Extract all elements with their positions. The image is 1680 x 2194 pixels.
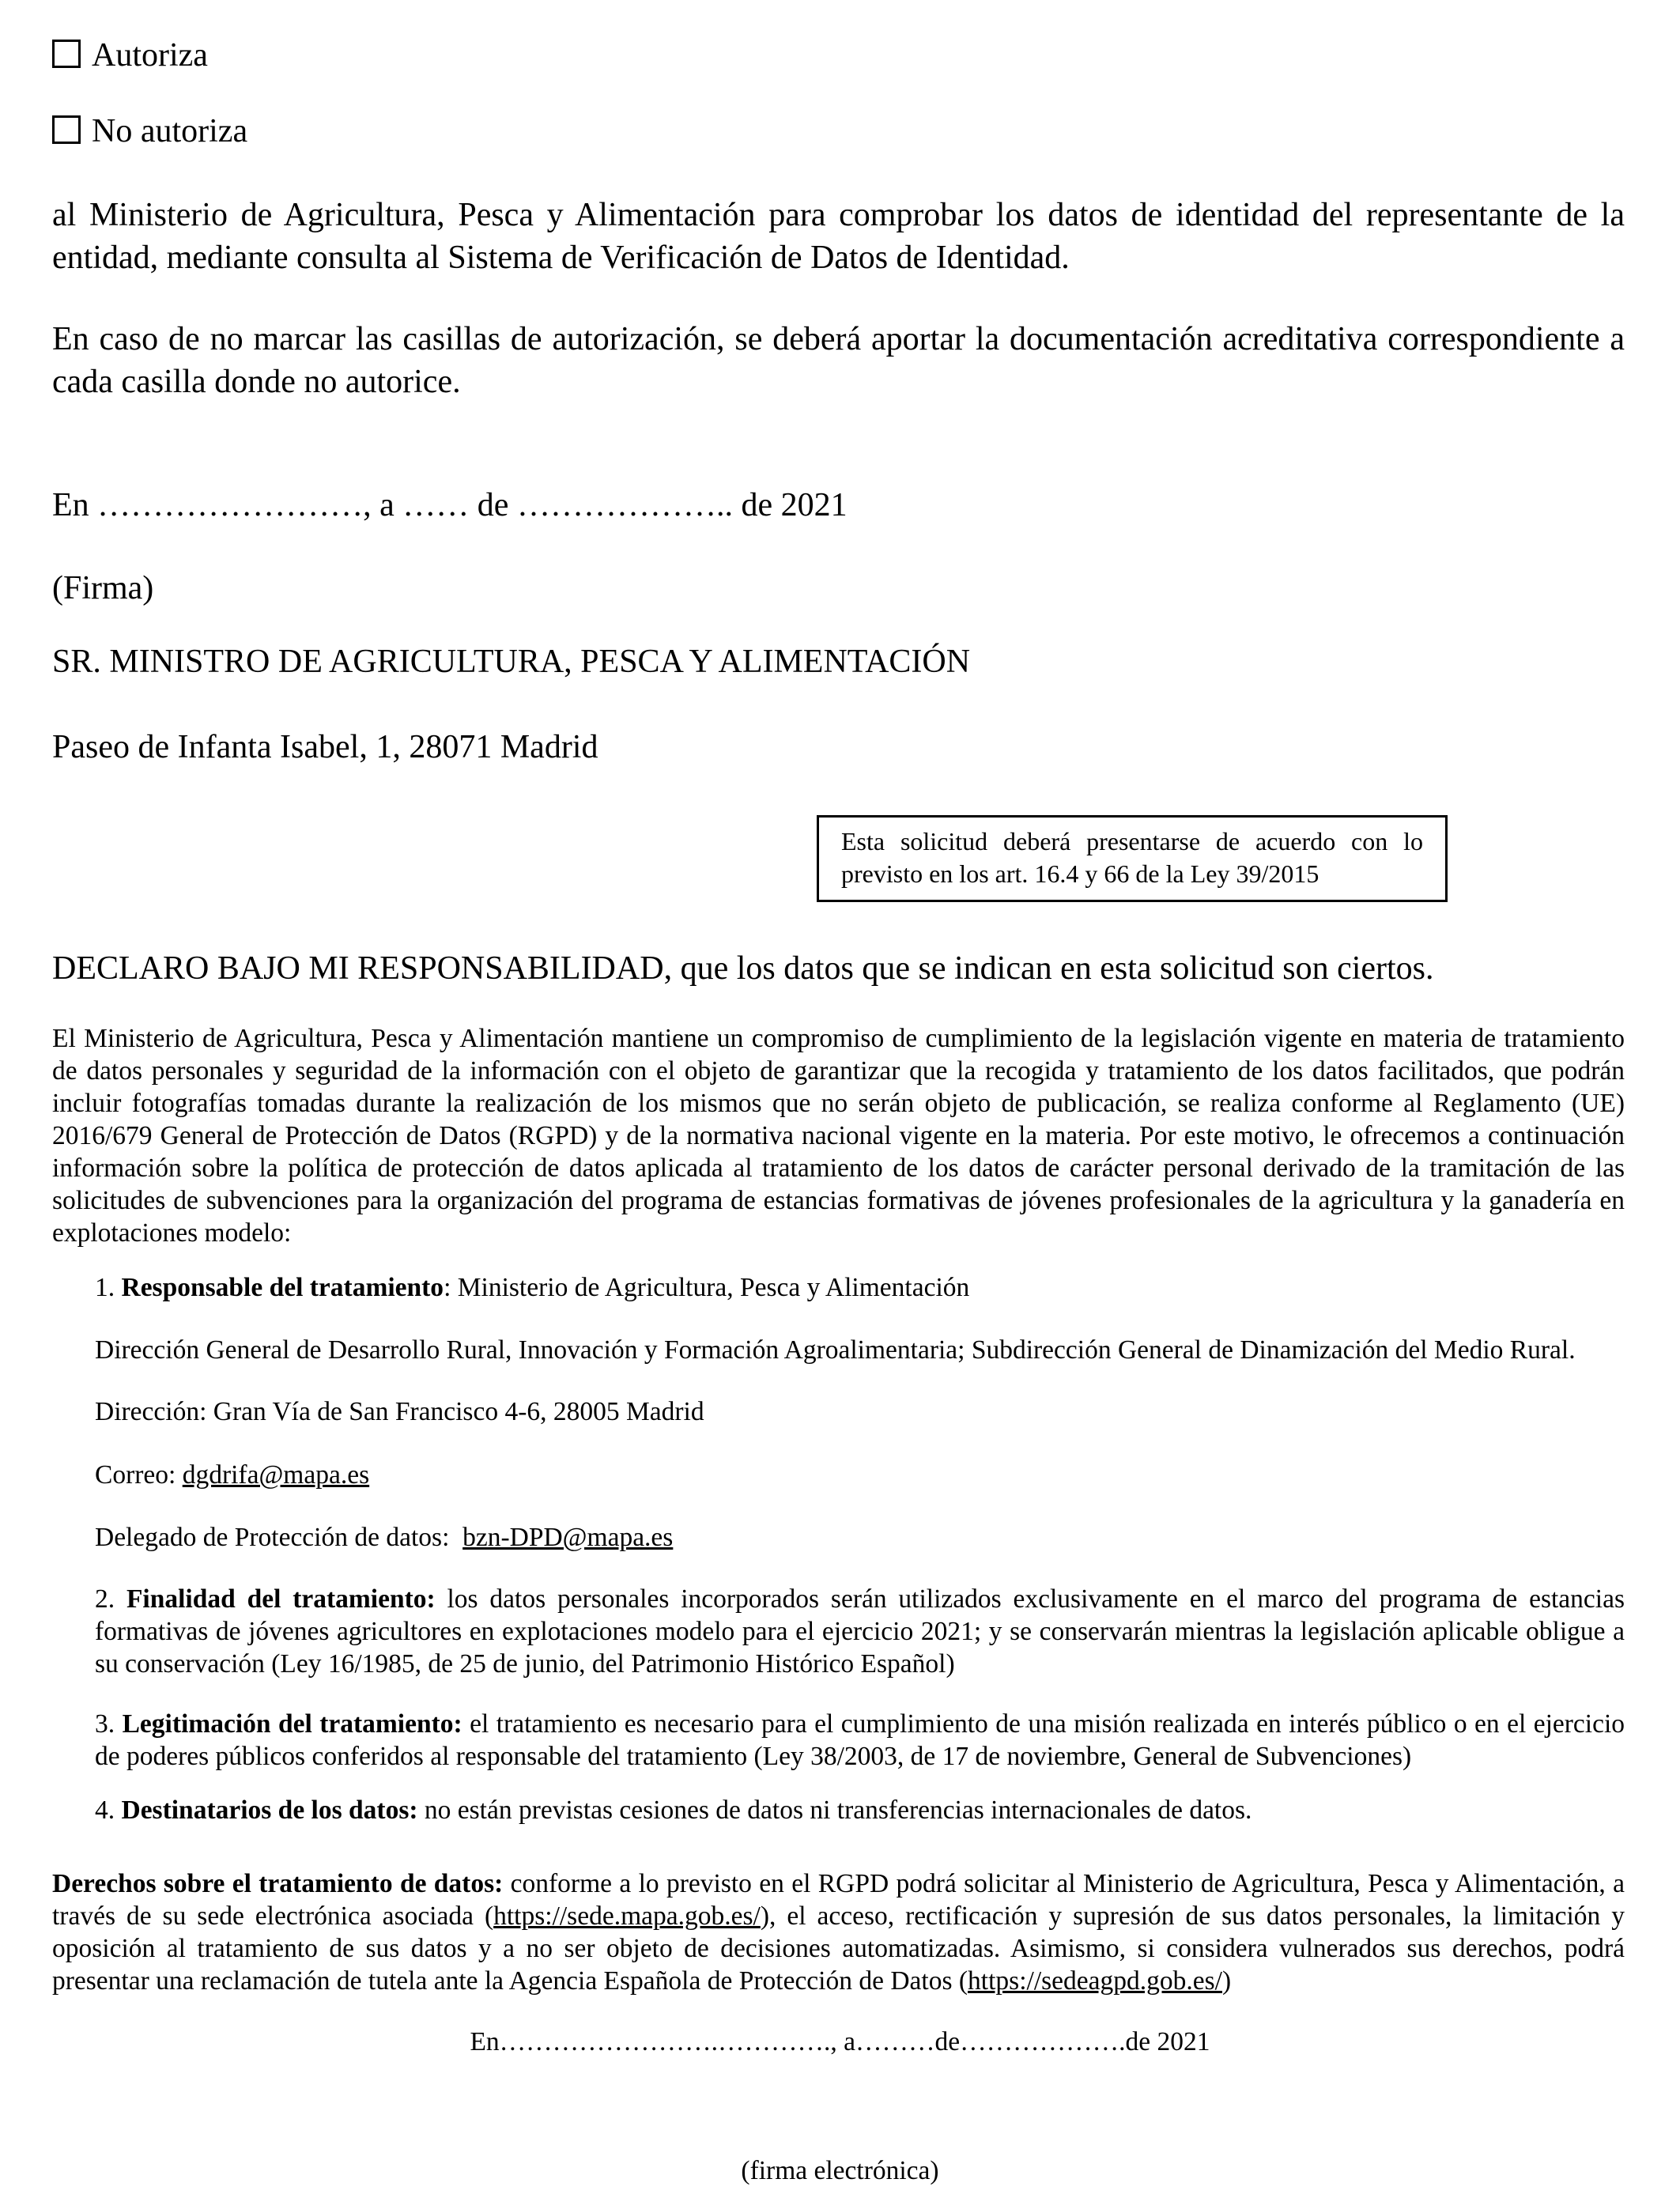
rights-text: conforme a lo previsto en el RGPD podrá solicitar al Ministerio de Agricultura, Pesca y Alimentación, a través de su sede electrónica asociada ( <box>52 1869 1625 1931</box>
addressee: SR. MINISTRO DE AGRICULTURA, PESCA Y ALIMENTACIÓN <box>52 644 971 680</box>
item-finalidad <box>95 1583 1625 1680</box>
item-title: Responsable del tratamiento <box>121 1273 444 1302</box>
item-text: los datos personales incorporados serán utilizados exclusivamente en el marco del programa de estancias formativas de jóvenes agricultores en explotaciones modelo para el ejercicio 2021; y se conservarán mientras la legislación aplicable obligue a su conservación (Ley 16/1985, de 25 de junio, del Patrimonio Histórico Español) <box>95 1584 1625 1679</box>
item-number: 3. <box>95 1709 115 1739</box>
footer-date-line: En…………………….…………., a………de……………….de 2021 <box>470 2027 1210 2056</box>
autoriza-checkbox[interactable] <box>52 40 81 68</box>
delegado-label: Delegado de Protección de datos: <box>95 1523 463 1552</box>
address: Paseo de Infanta Isabel, 1, 28071 Madrid <box>52 729 598 765</box>
declaration-text: , que los datos que se indican en esta solicitud son ciertos. <box>663 950 1434 987</box>
rights-title: Derechos sobre el tratamiento de datos: <box>52 1869 504 1898</box>
firma-label: (Firma) <box>52 570 154 606</box>
no-autoriza-label: No autoriza <box>92 113 248 149</box>
correo-link[interactable]: dgdrifa@mapa.es <box>182 1460 370 1490</box>
direccion: Dirección: Gran Vía de San Francisco 4-6, 28005 Madrid <box>95 1397 704 1426</box>
item-destinatarios <box>95 1794 1252 1826</box>
no-autoriza-checkbox[interactable] <box>52 115 81 144</box>
correo-label: Correo: <box>95 1460 183 1490</box>
declaration-heading: DECLARO BAJO MI RESPONSABILIDAD <box>52 950 664 987</box>
rights-paragraph <box>52 1867 1625 1997</box>
direccion-general: Dirección General de Desarrollo Rural, Innovación y Formación Agroalimentaria; Subdirección General de Dinamización del Medio Rural. <box>95 1335 1576 1365</box>
correo <box>95 1459 369 1491</box>
rights-text: ), el acceso, rectificación y supresión de sus datos personales, la limitación y oposición al tratamiento de sus datos y a no ser objeto de decisiones automatizadas. Asimismo, si considera vulnerados sus derechos, podrá presentar una reclamación de tutela ante la Agencia Española de Protección de Datos ( <box>52 1901 1625 1996</box>
item-text: : Ministerio de Agricultura, Pesca y Alimentación <box>444 1273 970 1302</box>
item-title: Finalidad del tratamiento: <box>126 1584 436 1614</box>
item-number: 4. <box>95 1796 115 1825</box>
date-line: En ……………………, a …… de ……………….. de 2021 <box>52 487 848 523</box>
declaration <box>52 947 1434 990</box>
data-protection-intro: El Ministerio de Agricultura, Pesca y Alimentación mantiene un compromiso de cumplimiento de la legislación vigente en materia de tratamiento de datos personales y seguridad de la información con el objeto de garantizar que la recogida y tratamiento de los datos facilitados, que podrán incluir fotografías tomadas durante la realización de los mismos que no serán objeto de publicación, se realiza conforme al Reglamento (UE) 2016/679 General de Protección de Datos (RGPD) y de la normativa nacional vigente en la materia. Por este motivo, le ofrecemos a continuación información sobre la política de protección de datos aplicada al tratamiento de los datos de carácter personal derivado de la tramitación de las solicitudes de subvenciones para la organización del programa de estancias formativas de jóvenes profesionales de la agricultura y la ganadería en explotaciones modelo: <box>52 1024 1625 1248</box>
item-text: no están previstas cesiones de datos ni transferencias internacionales de datos. <box>417 1796 1252 1825</box>
instructions-paragraph: En caso de no marcar las casillas de autorización, se deberá aportar la documentación acreditativa correspondiente a cada casilla donde no autorice. <box>52 321 1625 400</box>
firma-electronica: (firma electrónica) <box>741 2156 939 2185</box>
option-autoriza[interactable] <box>52 34 208 77</box>
item-responsable <box>95 1271 969 1304</box>
agpd-link[interactable]: https://sedeagpd.gob.es/ <box>968 1966 1222 1996</box>
autoriza-label: Autoriza <box>92 37 208 74</box>
item-number: 2. <box>95 1584 115 1614</box>
option-no-autoriza[interactable] <box>52 110 247 153</box>
sede-link[interactable]: https://sede.mapa.gob.es/ <box>493 1901 761 1931</box>
item-title: Legitimación del tratamiento: <box>122 1709 462 1739</box>
item-text: el tratamiento es necesario para el cumplimiento de una misión realizada en interés público o en el ejercicio de poderes públicos conferidos al responsable del tratamiento (Ley 38/2003, de 17 de noviembre, General de Subvenciones) <box>95 1709 1625 1771</box>
item-number: 1. <box>95 1273 115 1302</box>
delegado-link[interactable]: bzn-DPD@mapa.es <box>462 1523 674 1552</box>
item-title: Destinatarios de los datos: <box>121 1796 418 1825</box>
intro-paragraph: al Ministerio de Agricultura, Pesca y Alimentación para comprobar los datos de identidad del representante de la entidad, mediante consulta al Sistema de Verificación de Datos de Identidad. <box>52 197 1625 276</box>
notice-box: Esta solicitud deberá presentarse de acuerdo con lo previsto en los art. 16.4 y 66 de la Ley 39/2015 <box>817 815 1448 902</box>
delegado <box>95 1521 673 1554</box>
rights-text: ) <box>1221 1966 1232 1996</box>
item-legitimacion <box>95 1708 1625 1773</box>
